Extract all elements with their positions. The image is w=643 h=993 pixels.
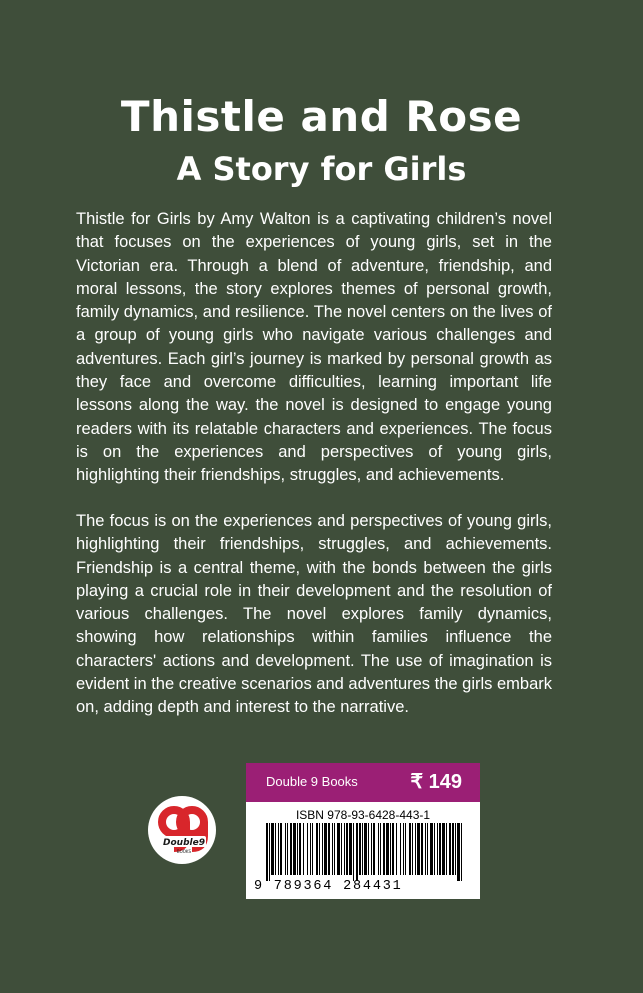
barcode-bar bbox=[373, 823, 375, 875]
barcode-bar bbox=[434, 823, 435, 875]
publisher-name: Double 9 Books bbox=[266, 774, 358, 789]
barcode-bar bbox=[437, 823, 438, 875]
barcode-bar bbox=[353, 823, 354, 881]
barcode-bar bbox=[299, 823, 301, 875]
price-barcode-box bbox=[246, 763, 480, 899]
synopsis-paragraph-1: Thistle for Girls by Amy Walton is a captivating children’s novel that focuses on the experiences of young girls, set in the Victorian era. Through a blend of adventure, friendship, and moral lessons, the story explores themes of personal growth, family dynamics, and resilience. The novel centers on the lives of a group of young girls who navigate various challenges and adventures. Each girl’s journey is marked by personal growth as they face and overcome difficulties, learning important life lessons along the way. the novel is designed to engage young readers with its relatable characters and experiences. The focus is on the experiences and perspectives of young girls, highlighting their friendships, struggles, and achievements. bbox=[76, 210, 552, 485]
barcode-bar bbox=[271, 823, 274, 875]
barcode-bar bbox=[392, 823, 394, 875]
barcode-bar bbox=[386, 823, 389, 875]
price: ₹ 149 bbox=[410, 771, 462, 793]
barcode-bar bbox=[439, 823, 441, 875]
barcode-bar bbox=[452, 823, 454, 875]
barcode-bar bbox=[362, 823, 363, 875]
barcode-bar bbox=[332, 823, 333, 875]
double9-logo-icon bbox=[148, 796, 216, 864]
barcode-bar bbox=[290, 823, 292, 875]
barcode-bar bbox=[346, 823, 348, 875]
barcode-bar bbox=[344, 823, 345, 875]
barcode-bar bbox=[324, 823, 327, 875]
barcode-bar bbox=[409, 823, 411, 875]
barcode-bar bbox=[359, 823, 361, 875]
barcode-bar bbox=[316, 823, 318, 875]
barcode-bar bbox=[421, 823, 423, 875]
barcode bbox=[264, 823, 464, 883]
barcode-bar bbox=[310, 823, 311, 875]
barcode-bar bbox=[297, 823, 298, 875]
barcode-bar bbox=[341, 823, 342, 875]
barcode-bar bbox=[415, 823, 416, 875]
barcode-bar bbox=[269, 823, 270, 881]
barcode-bar bbox=[446, 823, 447, 875]
barcode-bar bbox=[337, 823, 340, 875]
barcode-bar bbox=[380, 823, 381, 875]
logo-text: Double9 bbox=[163, 838, 205, 848]
barcode-bar bbox=[280, 823, 282, 875]
barcode-bar bbox=[349, 823, 352, 875]
barcode-bar bbox=[396, 823, 397, 875]
barcode-bar bbox=[457, 823, 460, 881]
synopsis-paragraph-2: The focus is on the experiences and perspectives of young girls, highlighting their friendships, struggles, and achievements. Friendship is a central theme, with the bonds between the girls playing a crucial role in their development and the resolution of various challenges. The novel explores family dynamics, showing how relationships within families influence the characters' actions and development. The use of imagination is evident in the creative scenarios and adventures the girls embark on, adding depth and interest to the narrative. bbox=[76, 512, 553, 717]
barcode-bar bbox=[383, 823, 385, 875]
barcode-bar bbox=[319, 823, 320, 875]
barcode-bar bbox=[405, 823, 406, 875]
book-subtitle: A Story for Girls bbox=[176, 150, 467, 188]
barcode-bar bbox=[266, 823, 268, 881]
barcode-bar bbox=[285, 823, 286, 875]
barcode-bar bbox=[425, 823, 426, 875]
barcode-bar bbox=[312, 823, 313, 875]
barcode-bar bbox=[403, 823, 404, 875]
isbn-label: ISBN 978-93-6428-443-1 bbox=[295, 808, 431, 822]
barcode-bar bbox=[455, 823, 456, 875]
barcode-bar bbox=[287, 823, 288, 875]
barcode-bar bbox=[278, 823, 279, 875]
barcode-bar bbox=[307, 823, 308, 875]
barcode-bar bbox=[275, 823, 276, 875]
book-title: Thistle and Rose bbox=[120, 92, 523, 141]
price-bar bbox=[246, 763, 480, 802]
barcode-bar bbox=[427, 823, 428, 875]
barcode-bar bbox=[412, 823, 413, 875]
barcode-bar bbox=[293, 823, 296, 875]
barcode-bar bbox=[364, 823, 367, 875]
barcode-bar bbox=[322, 823, 323, 875]
publisher-logo bbox=[148, 796, 216, 864]
barcode-bar bbox=[400, 823, 401, 875]
barcode-bar bbox=[430, 823, 433, 875]
barcode-bar bbox=[378, 823, 379, 875]
barcode-bar bbox=[328, 823, 330, 875]
barcode-bar bbox=[334, 823, 335, 875]
barcode-bar bbox=[303, 823, 304, 875]
barcode-digits: 9 789364 284431 bbox=[254, 879, 403, 894]
barcode-bar bbox=[442, 823, 445, 875]
barcode-bar bbox=[449, 823, 451, 875]
barcode-bar bbox=[371, 823, 372, 875]
barcode-bar bbox=[390, 823, 391, 875]
barcode-bar bbox=[356, 823, 358, 881]
barcode-bar bbox=[461, 823, 462, 881]
barcode-bar bbox=[368, 823, 369, 875]
barcode-bar bbox=[417, 823, 420, 875]
logo-subtext: BOOKS bbox=[176, 849, 192, 854]
